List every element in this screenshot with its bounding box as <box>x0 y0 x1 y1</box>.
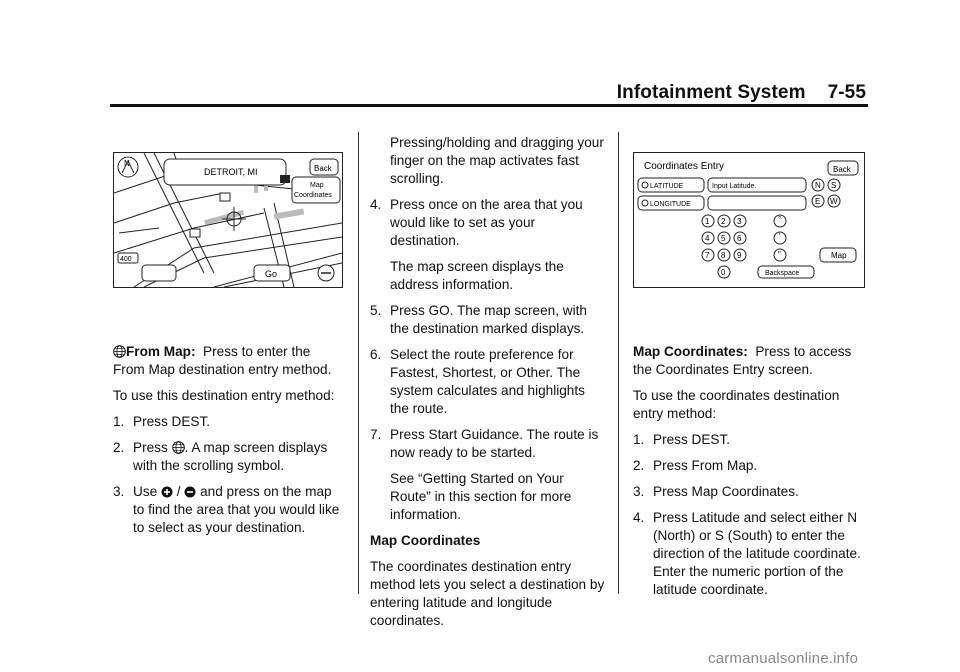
key-2-button[interactable] <box>718 215 730 227</box>
svg-text:6: 6 <box>737 234 742 243</box>
left-column <box>113 343 345 545</box>
map-coordinates-heading: Map Coordinates <box>370 533 481 548</box>
svg-text:0: 0 <box>721 268 726 277</box>
key-1-button[interactable] <box>702 215 714 227</box>
key-9-button[interactable] <box>734 249 746 261</box>
svg-text:9: 9 <box>737 251 742 260</box>
from-map-text: Press to enter the From Map destination entry method. <box>113 344 332 377</box>
degree-button[interactable] <box>774 215 786 227</box>
zoom-out-icon <box>184 486 196 498</box>
svg-text:S: S <box>831 181 837 190</box>
svg-text:LATITUDE: LATITUDE <box>650 183 684 190</box>
map-coordinates-description: Map Coordinates: Press to access the Coordinates Entry screen. <box>633 344 852 377</box>
step-4-note: The map screen displays the address information. <box>390 259 564 292</box>
back-button[interactable] <box>828 161 858 175</box>
svg-text:4: 4 <box>705 234 710 243</box>
column-divider-1 <box>358 132 359 594</box>
minute-button[interactable] <box>774 232 786 244</box>
step-7: 7. Press Start Guidance. The route is now ready to be started. <box>370 427 599 460</box>
svg-text:7: 7 <box>705 251 710 260</box>
from-map-paragraph <box>113 343 345 379</box>
direction-e-button[interactable] <box>812 195 824 207</box>
svg-text:5: 5 <box>721 234 726 243</box>
screen-title: Coordinates Entry <box>644 161 725 172</box>
back-button[interactable] <box>310 159 338 175</box>
watermark: carmanualsonline.info <box>708 650 859 667</box>
home-icon <box>280 175 290 183</box>
compass-label: N <box>124 159 130 168</box>
key-3-button[interactable] <box>734 215 746 227</box>
svg-text:Back: Back <box>314 164 332 173</box>
svg-text:Input Latitude.: Input Latitude. <box>712 183 757 190</box>
zoom-out-icon[interactable] <box>318 265 334 281</box>
key-8-button[interactable] <box>718 249 730 261</box>
page-number: 7-55 <box>827 82 866 103</box>
svg-text:3: 3 <box>737 217 742 226</box>
key-7-button[interactable] <box>702 249 714 261</box>
step-3: 3. Use / and press on the map to find the area that you would like to select as your destination. <box>113 484 340 535</box>
key-4-button[interactable] <box>702 232 714 244</box>
latitude-button[interactable] <box>638 178 704 192</box>
step-3: 3. Press Map Coordinates. <box>633 484 799 499</box>
longitude-button[interactable] <box>638 196 704 210</box>
svg-text:Map: Map <box>310 182 324 189</box>
svg-text:400: 400 <box>120 256 132 263</box>
step-4: 4. Press once on the area that you would like to set as your destination. <box>370 197 583 248</box>
globe-icon <box>172 441 185 454</box>
from-map-label: From Map: <box>126 344 196 359</box>
svg-text:Go: Go <box>265 269 278 279</box>
right-column <box>633 343 869 607</box>
poi-icon <box>190 229 200 237</box>
map-coordinates-label: Map Coordinates: <box>633 344 748 359</box>
second-button[interactable] <box>774 249 786 261</box>
step-7-note: See “Getting Started on Your Route” in this section for more information. <box>390 471 572 522</box>
section-title: Infotainment System <box>616 82 806 103</box>
svg-text:Back: Back <box>833 165 851 174</box>
backspace-button[interactable] <box>758 266 814 278</box>
globe-icon <box>113 345 126 358</box>
step-6: 6. Select the route preference for Fastest, Shortest, or Other. The system calculates and highlights the route. <box>370 347 585 416</box>
zoom-box[interactable] <box>142 265 176 281</box>
svg-text:": " <box>778 250 781 259</box>
svg-text:LONGITUDE: LONGITUDE <box>650 201 691 208</box>
city-label: DETROIT, MI <box>204 167 258 177</box>
key-6-button[interactable] <box>734 232 746 244</box>
longitude-input-field[interactable] <box>708 196 806 210</box>
latitude-input-field[interactable] <box>708 178 806 192</box>
step-1: 1. Press DEST. <box>113 414 211 429</box>
svg-text:°: ° <box>778 215 782 224</box>
middle-column <box>370 134 606 638</box>
step-3-continued: Pressing/holding and dragging your finger on the map activates fast scrolling. <box>390 135 604 186</box>
direction-n-button[interactable] <box>812 179 824 191</box>
page-header <box>617 82 866 104</box>
svg-text:E: E <box>815 197 821 206</box>
key-5-button[interactable] <box>718 232 730 244</box>
map-scale <box>118 253 138 263</box>
direction-w-button[interactable] <box>828 195 840 207</box>
svg-text:Backspace: Backspace <box>765 270 800 277</box>
step-2: 2. Press . A map screen displays with the scrolling symbol. <box>113 440 328 473</box>
svg-text:Coordinates: Coordinates <box>294 192 332 199</box>
column-divider-2 <box>618 132 619 594</box>
map-button[interactable] <box>820 248 856 262</box>
svg-text:': ' <box>779 232 781 241</box>
coordinates-screen <box>634 153 864 287</box>
intro-text: To use the coordinates destination entry method: <box>633 388 840 421</box>
key-0-button[interactable] <box>718 266 730 278</box>
intro-text: To use this destination entry method: <box>113 388 335 403</box>
svg-text:W: W <box>830 197 838 206</box>
svg-text:8: 8 <box>721 251 726 260</box>
svg-text:N: N <box>815 181 821 190</box>
map-illustration <box>114 153 342 287</box>
go-button[interactable] <box>254 265 290 281</box>
svg-text:2: 2 <box>721 217 726 226</box>
step-5: 5. Press GO. The map screen, with the destination marked displays. <box>370 303 587 336</box>
svg-text:Map: Map <box>831 251 847 260</box>
map-screen-figure <box>113 152 343 288</box>
svg-text:1: 1 <box>705 217 710 226</box>
step-4: 4. Press Latitude and select either N (North) or S (South) to enter the direction of the latitude coordinate. Enter the numeric portion of the latitude coordinate. <box>633 510 861 597</box>
step-1: 1. Press DEST. <box>633 432 731 447</box>
coordinates-entry-figure <box>633 152 865 288</box>
map-coordinates-button[interactable] <box>292 177 340 203</box>
direction-s-button[interactable] <box>828 179 840 191</box>
step-2: 2. Press From Map. <box>633 458 758 473</box>
map-coordinates-paragraph: The coordinates destination entry method lets you select a destination by entering latitude and longitude coordinates. <box>370 559 605 628</box>
poi-icon <box>220 193 230 201</box>
header-rule <box>110 104 868 107</box>
zoom-in-icon <box>161 486 173 498</box>
